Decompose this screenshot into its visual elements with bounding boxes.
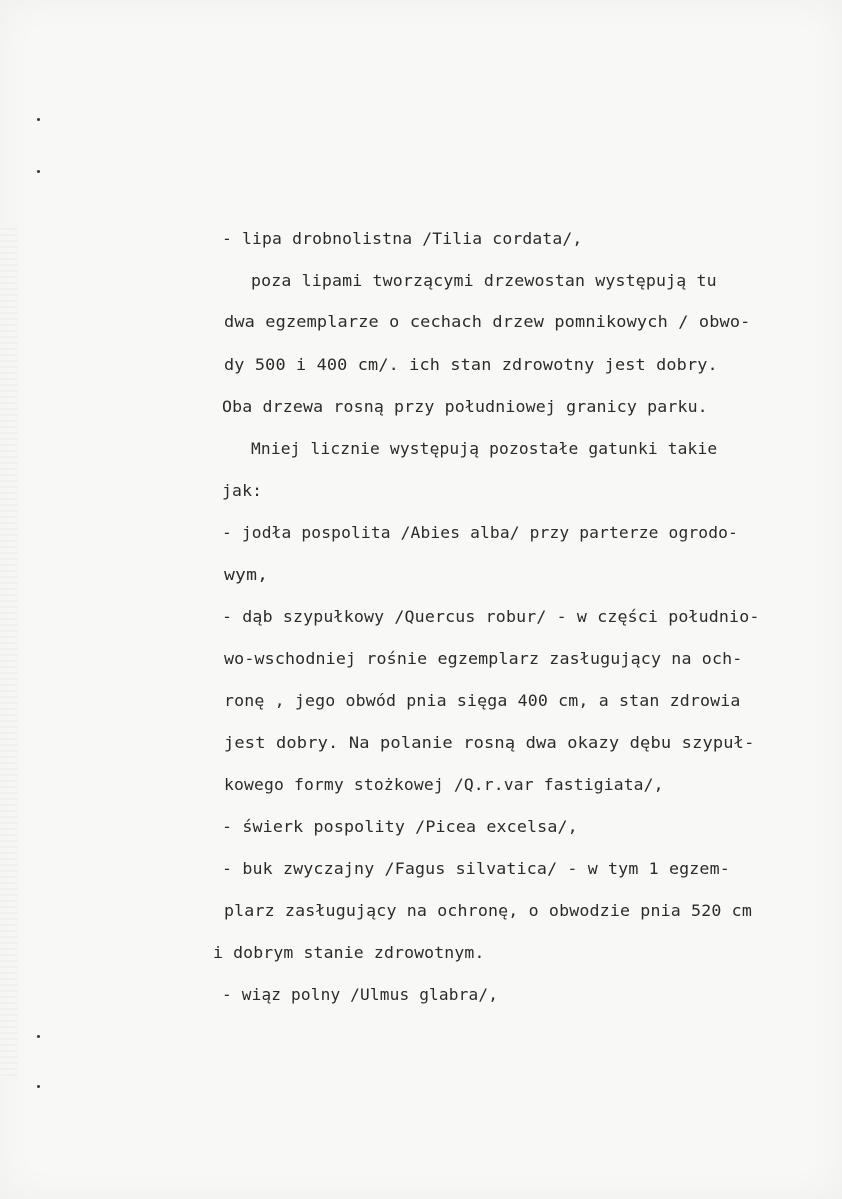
text-line: dy 500 i 400 cm/. ich stan zdrowotny jest dobry. <box>224 356 718 374</box>
punch-mark <box>37 170 40 173</box>
text-line: - wiąz polny /Ulmus glabra/, <box>222 986 499 1004</box>
text-line: ronę , jego obwód pnia sięga 400 cm, a stan zdrowia <box>224 692 741 710</box>
text-line: - dąb szypułkowy /Quercus robur/ - w części południo- <box>222 608 760 626</box>
punch-mark <box>37 1085 40 1088</box>
text-line: dwa egzemplarze o cechach drzew pomnikowych / obwo- <box>224 313 751 331</box>
text-line: i dobrym stanie zdrowotnym. <box>213 944 485 962</box>
text-line: jak: <box>222 482 263 500</box>
text-line: - buk zwyczajny /Fagus silvatica/ - w tym 1 egzem- <box>222 860 730 878</box>
punch-mark <box>37 118 40 121</box>
text-line: jest dobry. Na polanie rosną dwa okazy dębu szypuł- <box>224 734 755 752</box>
margin-strip <box>0 228 18 1078</box>
punch-mark <box>37 1035 40 1038</box>
text-line: - jodła pospolita /Abies alba/ przy parterze ogrodo- <box>222 524 738 542</box>
text-line: wym, <box>224 566 269 584</box>
text-line: poza lipami tworzącymi drzewostan występują tu <box>251 272 717 290</box>
text-line: Oba drzewa rosną przy południowej granicy parku. <box>222 398 708 416</box>
text-line: - świerk pospolity /Picea excelsa/, <box>222 818 578 836</box>
text-line: wo-wschodniej rośnie egzemplarz zasługujący na och- <box>224 650 743 668</box>
text-line: Mniej licznie występują pozostałe gatunki takie <box>251 440 718 458</box>
text-line: plarz zasługujący na ochronę, o obwodzie pnia 520 cm <box>224 902 752 920</box>
text-line: kowego formy stożkowej /Q.r.var fastigiata/, <box>224 776 664 794</box>
text-line: - lipa drobnolistna /Tilia cordata/, <box>222 230 583 248</box>
